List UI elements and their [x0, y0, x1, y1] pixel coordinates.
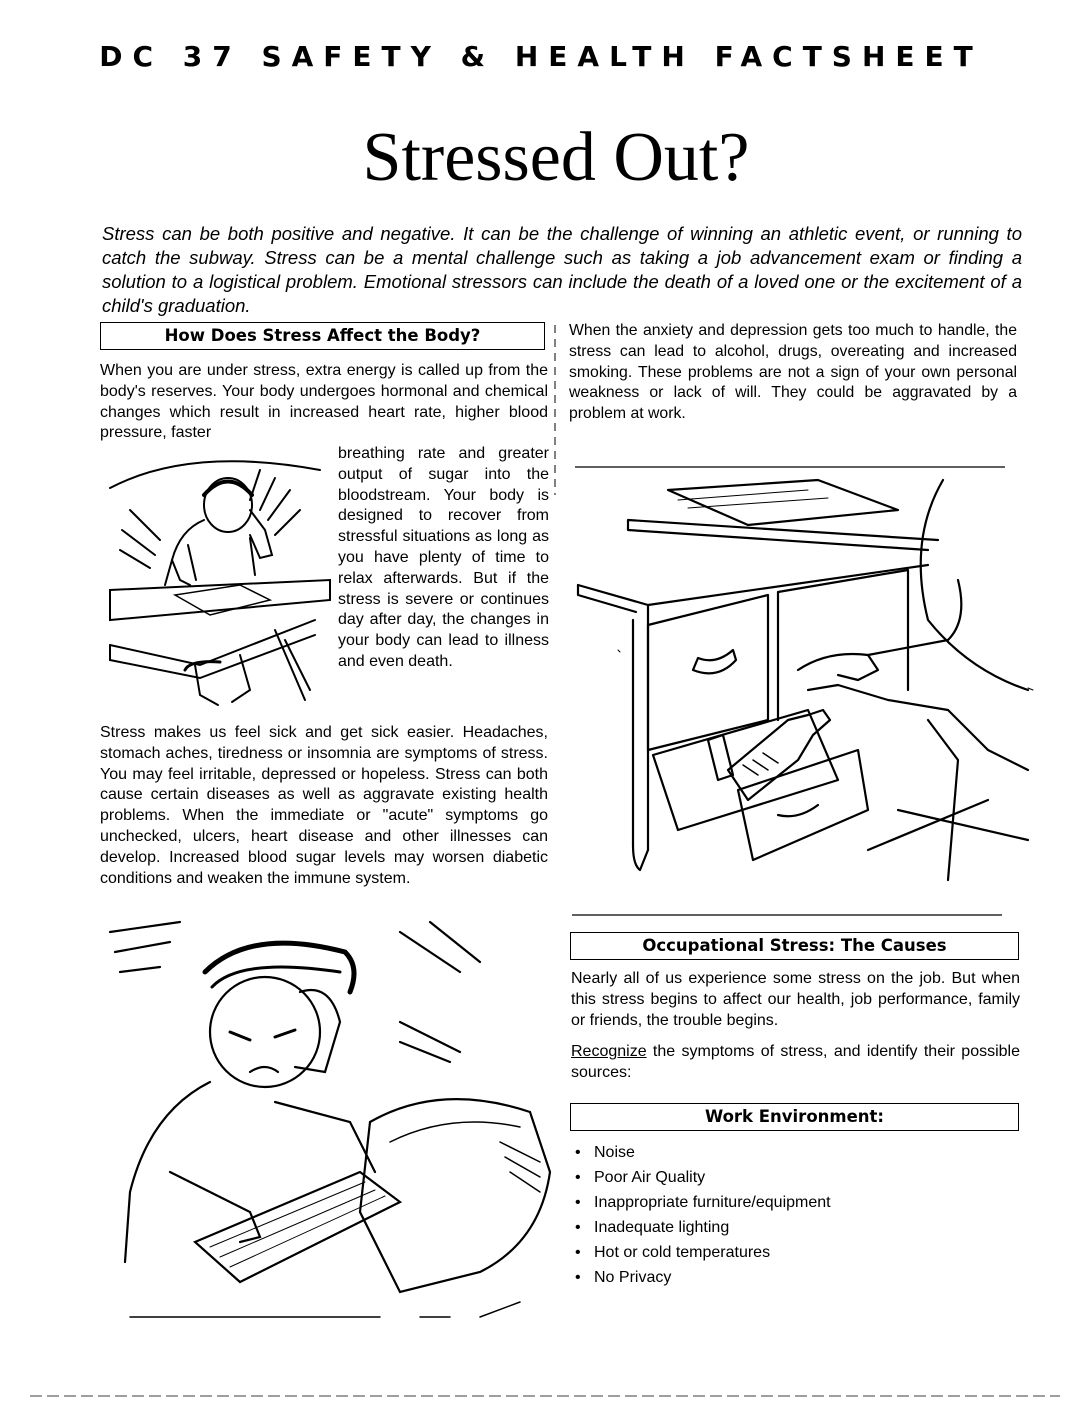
mid-rule: [572, 913, 1002, 917]
column-divider: [553, 325, 557, 495]
list-item: • Noise: [572, 1140, 1012, 1165]
recognize-word: Recognize: [571, 1043, 647, 1060]
body-effects-paragraph-top: When you are under stress, extra energy is called up from the body's reserves. Your body undergoes hormonal and chemical changes which result in increased heart rate, higher blood pressure, faster: [100, 362, 548, 442]
section-heading-body-effects: How Does Stress Affect the Body?: [100, 322, 545, 350]
list-item: • No Privacy: [572, 1265, 1012, 1290]
list-item: • Hot or cold temperatures: [572, 1240, 1012, 1265]
masthead: DC 37 SAFETY & HEALTH FACTSHEET: [99, 40, 983, 73]
body-effects-paragraph-symptoms: Stress makes us feel sick and get sick easier. Headaches, stomach aches, tiredness or insomnia are symptoms of stress. You may feel irritable, depressed or hopeless. Stress can both cause certain diseases as well as aggravate existing health problems. When the immediate or "acute" symptoms go unchecked, ulcers, heart disease and other illnesses can develop. Increased blood sugar levels may worsen diabetic conditions and weaken the immune system.: [100, 724, 548, 887]
section-heading-occupational-stress: Occupational Stress: The Causes: [570, 932, 1019, 960]
desk-drawer-bottle-illustration: [568, 470, 1068, 910]
body-effects-paragraph-side: breathing rate and greater output of sugar into the bloodstream. Your body is designed to recover from stressful situations as long as you have plenty of time to relax afterwards. But if the stress is severe or continues day after day, the changes in your body can lead to illness and even death.: [338, 445, 549, 670]
recognize-paragraph: [571, 1042, 1020, 1084]
work-environment-list: [572, 1140, 1012, 1290]
worried-student-illustration: [100, 450, 332, 712]
right-top-paragraph: When the anxiety and depression gets too much to handle, the stress can lead to alcohol, drugs, overeating and increased smoking. These problems are not a sign of your own personal weakness or lack of will. They could be aggravated by a problem at work.: [569, 322, 1017, 423]
page-title: Stressed Out?: [362, 119, 750, 196]
occupational-paragraph: Nearly all of us experience some stress on the job. But when this stress begins to affect our health, job performance, family or friends, the trouble begins.: [571, 970, 1020, 1029]
bottom-rule: [30, 1394, 1060, 1398]
list-item: • Inadequate lighting: [572, 1215, 1012, 1240]
list-item: • Poor Air Quality: [572, 1165, 1012, 1190]
top-rule: [575, 465, 1005, 469]
recognize-rest: the symptoms of stress, and identify their possible sources:: [571, 1043, 1020, 1081]
section-heading-work-environment: Work Environment:: [570, 1103, 1019, 1131]
intro-paragraph: Stress can be both positive and negative. It can be the challenge of winning an athletic event, or running to catch the subway. Stress can be a mental challenge such as taking a job advancement exam or finding a solution to a logistical problem. Emotional stressors can include the death of a loved one or the excitement of a child's graduation.: [102, 223, 1022, 316]
computer-worker-illustration: [100, 912, 560, 1332]
list-item: • Inappropriate furniture/equipment: [572, 1190, 1012, 1215]
